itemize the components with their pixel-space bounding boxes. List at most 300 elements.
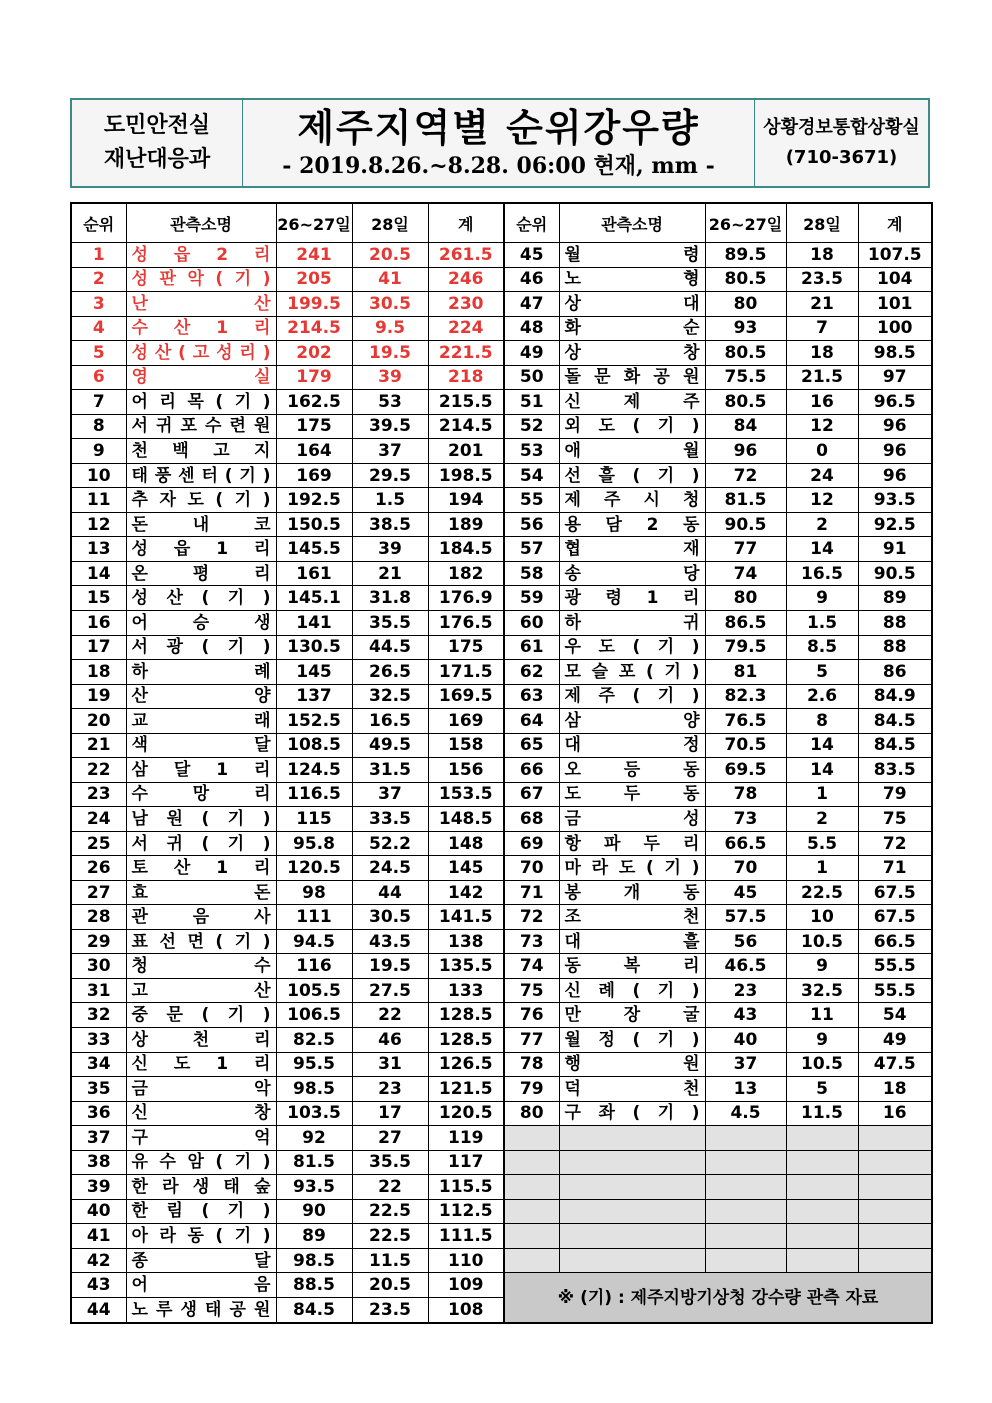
empty-cell (858, 1126, 932, 1151)
rain-total-cell: 201 (428, 439, 504, 464)
table-row (71, 684, 932, 709)
rain-day1-cell: 57.5 (705, 905, 786, 930)
report-header (70, 98, 930, 188)
station-name: 효 돈 (131, 882, 271, 903)
table-row (71, 463, 932, 488)
table-row (71, 709, 932, 734)
rain-day2-cell: 49.5 (352, 733, 428, 758)
col-total-header: 계 (428, 203, 504, 243)
rain-day2-cell: 0 (786, 439, 858, 464)
station-name: 태 풍 센 터 ( 기 ) (131, 465, 271, 486)
station-name: 오 등 동 (564, 759, 700, 780)
rain-total-cell: 128.5 (428, 1028, 504, 1053)
station-cell (126, 610, 276, 635)
empty-cell (559, 1126, 705, 1151)
station-cell (126, 439, 276, 464)
station-cell (559, 267, 705, 292)
rain-total-cell: 117 (428, 1150, 504, 1175)
station-name: 외 도 ( 기 ) (564, 416, 700, 437)
rain-day2-cell: 23.5 (786, 267, 858, 292)
rank-cell: 33 (71, 1028, 126, 1053)
table-row (71, 537, 932, 562)
rain-total-cell: 138 (428, 929, 504, 954)
rain-total-cell: 79 (858, 782, 932, 807)
rain-day2-cell: 14 (786, 537, 858, 562)
rank-cell: 31 (71, 978, 126, 1003)
rank-cell: 21 (71, 733, 126, 758)
rain-day2-cell: 30.5 (352, 905, 428, 930)
station-name: 중 문 ( 기 ) (131, 1005, 271, 1026)
rank-cell: 38 (71, 1150, 126, 1175)
station-name: 우 도 ( 기 ) (564, 637, 700, 658)
rain-total-cell: 88 (858, 610, 932, 635)
rank-cell: 58 (504, 561, 559, 586)
rain-day1-cell: 81.5 (705, 488, 786, 513)
station-name: 구 억 (131, 1127, 271, 1148)
table-row (71, 1101, 932, 1126)
rank-cell: 6 (71, 365, 126, 390)
rain-total-cell: 133 (428, 978, 504, 1003)
rain-day1-cell: 169 (276, 463, 352, 488)
station-cell (559, 807, 705, 832)
station-name: 선 흘 ( 기 ) (564, 465, 700, 486)
rank-cell: 63 (504, 684, 559, 709)
rain-total-cell: 83.5 (858, 758, 932, 783)
station-name: 영 실 (131, 367, 271, 388)
rain-day2-cell: 22 (352, 1175, 428, 1200)
station-name: 만 장 굴 (564, 1005, 700, 1026)
station-cell (559, 978, 705, 1003)
rain-total-cell: 47.5 (858, 1052, 932, 1077)
header-row (71, 203, 932, 243)
station-name: 성 판 악 ( 기 ) (131, 269, 271, 290)
rain-day1-cell: 23 (705, 978, 786, 1003)
rank-cell: 43 (71, 1273, 126, 1298)
rank-cell: 14 (71, 561, 126, 586)
station-cell (126, 880, 276, 905)
rain-total-cell: 84.5 (858, 733, 932, 758)
rain-day2-cell: 12 (786, 414, 858, 439)
rain-day2-cell: 1.5 (786, 610, 858, 635)
rain-total-cell: 101 (858, 292, 932, 317)
rank-cell: 35 (71, 1077, 126, 1102)
rain-total-cell: 176.5 (428, 610, 504, 635)
rain-total-cell: 84.5 (858, 709, 932, 734)
station-name: 수 산 1 리 (131, 318, 271, 339)
station-cell (126, 1224, 276, 1249)
rain-day1-cell: 82.5 (276, 1028, 352, 1053)
station-cell (559, 561, 705, 586)
rain-day1-cell: 150.5 (276, 512, 352, 537)
rain-day2-cell: 19.5 (352, 341, 428, 366)
rain-day1-cell: 80.5 (705, 390, 786, 415)
rain-day2-cell: 9.5 (352, 316, 428, 341)
rain-day1-cell: 70.5 (705, 733, 786, 758)
rain-day2-cell: 24.5 (352, 856, 428, 881)
rain-day2-cell: 39 (352, 365, 428, 390)
rain-total-cell: 218 (428, 365, 504, 390)
station-name: 조 천 (564, 907, 700, 928)
rain-day2-cell: 18 (786, 341, 858, 366)
rank-cell: 44 (71, 1297, 126, 1323)
rain-total-cell: 67.5 (858, 880, 932, 905)
empty-cell (858, 1224, 932, 1249)
rain-day2-cell: 5.5 (786, 831, 858, 856)
station-cell (126, 243, 276, 268)
rain-day1-cell: 89 (276, 1224, 352, 1249)
empty-cell (786, 1175, 858, 1200)
station-name: 노 형 (564, 269, 700, 290)
rank-cell: 15 (71, 586, 126, 611)
rain-day1-cell: 95.5 (276, 1052, 352, 1077)
table-row (71, 635, 932, 660)
empty-cell (705, 1126, 786, 1151)
table-row (71, 414, 932, 439)
station-name: 행 원 (564, 1054, 700, 1075)
table-row (71, 758, 932, 783)
station-name: 수 망 리 (131, 784, 271, 805)
table-row (71, 733, 932, 758)
station-cell (559, 782, 705, 807)
rain-day1-cell: 84.5 (276, 1297, 352, 1323)
station-cell (559, 905, 705, 930)
empty-cell (858, 1175, 932, 1200)
col-day2-header: 28일 (352, 203, 428, 243)
rank-cell: 11 (71, 488, 126, 513)
rain-day2-cell: 17 (352, 1101, 428, 1126)
rain-day1-cell: 89.5 (705, 243, 786, 268)
rain-day2-cell: 26.5 (352, 660, 428, 685)
rank-cell: 37 (71, 1126, 126, 1151)
station-name: 토 산 1 리 (131, 858, 271, 879)
rain-day1-cell: 241 (276, 243, 352, 268)
table-row (71, 390, 932, 415)
col-rank-header: 순위 (71, 203, 126, 243)
station-cell (126, 1150, 276, 1175)
rank-cell: 29 (71, 929, 126, 954)
rain-day2-cell: 39.5 (352, 414, 428, 439)
rain-day2-cell: 20.5 (352, 243, 428, 268)
rank-cell: 42 (71, 1248, 126, 1273)
rain-day2-cell: 22.5 (352, 1199, 428, 1224)
station-cell (559, 537, 705, 562)
rain-total-cell: 246 (428, 267, 504, 292)
empty-cell (504, 1224, 559, 1249)
station-cell (126, 733, 276, 758)
rain-day2-cell: 21 (786, 292, 858, 317)
station-cell (126, 390, 276, 415)
empty-cell (504, 1199, 559, 1224)
rain-day1-cell: 86.5 (705, 610, 786, 635)
station-cell (559, 390, 705, 415)
table-row (71, 243, 932, 268)
rain-day1-cell: 13 (705, 1077, 786, 1102)
station-cell (126, 807, 276, 832)
station-cell (559, 243, 705, 268)
empty-cell (786, 1199, 858, 1224)
rain-total-cell: 100 (858, 316, 932, 341)
empty-cell (786, 1126, 858, 1151)
station-cell (559, 439, 705, 464)
station-name: 남 원 ( 기 ) (131, 808, 271, 829)
rain-day2-cell: 46 (352, 1028, 428, 1053)
rain-day1-cell: 82.3 (705, 684, 786, 709)
rain-total-cell: 141.5 (428, 905, 504, 930)
rain-day1-cell: 80 (705, 586, 786, 611)
table-row (71, 1126, 932, 1151)
rain-total-cell: 135.5 (428, 954, 504, 979)
station-name: 유 수 암 ( 기 ) (131, 1152, 271, 1173)
station-name: 아 라 동 ( 기 ) (131, 1226, 271, 1247)
station-cell (559, 341, 705, 366)
rank-cell: 12 (71, 512, 126, 537)
rank-cell: 60 (504, 610, 559, 635)
rain-day1-cell: 43 (705, 1003, 786, 1028)
rain-day1-cell: 161 (276, 561, 352, 586)
table-row (71, 316, 932, 341)
rain-total-cell: 97 (858, 365, 932, 390)
station-name: 하 귀 (564, 612, 700, 633)
station-cell (126, 758, 276, 783)
station-cell (126, 316, 276, 341)
rain-day2-cell: 22.5 (786, 880, 858, 905)
table-row (71, 561, 932, 586)
rain-day2-cell: 2 (786, 512, 858, 537)
rank-cell: 41 (71, 1224, 126, 1249)
station-name: 성 읍 1 리 (131, 539, 271, 560)
station-cell (559, 733, 705, 758)
station-cell (126, 954, 276, 979)
station-name: 구 좌 ( 기 ) (564, 1103, 700, 1124)
office-phone: (710-3671) (785, 147, 898, 168)
rain-day2-cell: 27 (352, 1126, 428, 1151)
station-name: 어 승 생 (131, 612, 271, 633)
rank-cell: 75 (504, 978, 559, 1003)
rain-day2-cell: 10.5 (786, 1052, 858, 1077)
rank-cell: 52 (504, 414, 559, 439)
rain-total-cell: 98.5 (858, 341, 932, 366)
rain-day1-cell: 66.5 (705, 831, 786, 856)
station-name: 천 백 고 지 (131, 441, 271, 462)
station-cell (126, 978, 276, 1003)
col-day1-header: 26~27일 (705, 203, 786, 243)
rank-cell: 30 (71, 954, 126, 979)
rain-day2-cell: 52.2 (352, 831, 428, 856)
table-row (71, 1273, 932, 1298)
empty-cell (504, 1150, 559, 1175)
rain-day2-cell: 1 (786, 782, 858, 807)
table-row (71, 439, 932, 464)
rain-total-cell: 148 (428, 831, 504, 856)
rank-cell: 76 (504, 1003, 559, 1028)
rain-day1-cell: 106.5 (276, 1003, 352, 1028)
rank-cell: 25 (71, 831, 126, 856)
rain-day2-cell: 5 (786, 1077, 858, 1102)
rain-day1-cell: 90 (276, 1199, 352, 1224)
rank-cell: 71 (504, 880, 559, 905)
station-name: 신 창 (131, 1103, 271, 1124)
rain-total-cell: 221.5 (428, 341, 504, 366)
rain-total-cell: 176.9 (428, 586, 504, 611)
station-name: 대 흘 (564, 931, 700, 952)
rain-total-cell: 16 (858, 1101, 932, 1126)
col-station-header: 관측소명 (559, 203, 705, 243)
station-name: 금 악 (131, 1078, 271, 1099)
rain-total-cell: 92.5 (858, 512, 932, 537)
table-row (71, 1175, 932, 1200)
rain-total-cell: 72 (858, 831, 932, 856)
rain-day2-cell: 53 (352, 390, 428, 415)
rank-cell: 16 (71, 610, 126, 635)
rain-day2-cell: 9 (786, 1028, 858, 1053)
rain-day1-cell: 199.5 (276, 292, 352, 317)
station-name: 성 읍 2 리 (131, 244, 271, 265)
rain-total-cell: 91 (858, 537, 932, 562)
station-cell (559, 488, 705, 513)
col-day2-header: 28일 (786, 203, 858, 243)
rain-total-cell: 104 (858, 267, 932, 292)
station-cell (559, 586, 705, 611)
station-cell (126, 929, 276, 954)
station-cell (126, 709, 276, 734)
rank-cell: 77 (504, 1028, 559, 1053)
station-name: 광 령 1 리 (564, 588, 700, 609)
station-cell (126, 1101, 276, 1126)
rain-day2-cell: 22.5 (352, 1224, 428, 1249)
rain-day1-cell: 111 (276, 905, 352, 930)
station-cell (559, 831, 705, 856)
rank-cell: 2 (71, 267, 126, 292)
rank-cell: 68 (504, 807, 559, 832)
rain-day1-cell: 192.5 (276, 488, 352, 513)
rain-total-cell: 110 (428, 1248, 504, 1273)
empty-cell (559, 1175, 705, 1200)
rain-total-cell: 108 (428, 1297, 504, 1323)
station-cell (126, 512, 276, 537)
rain-total-cell: 198.5 (428, 463, 504, 488)
rain-day2-cell: 7 (786, 316, 858, 341)
table-row (71, 610, 932, 635)
station-name: 어 리 목 ( 기 ) (131, 391, 271, 412)
station-cell (126, 684, 276, 709)
rank-cell: 22 (71, 758, 126, 783)
station-cell (559, 365, 705, 390)
station-cell (559, 1028, 705, 1053)
rain-total-cell: 89 (858, 586, 932, 611)
empty-cell (705, 1199, 786, 1224)
rain-day2-cell: 8 (786, 709, 858, 734)
station-cell (559, 856, 705, 881)
station-name: 표 선 면 ( 기 ) (131, 931, 271, 952)
rank-cell: 55 (504, 488, 559, 513)
rain-total-cell: 121.5 (428, 1077, 504, 1102)
empty-cell (504, 1248, 559, 1273)
rank-cell: 59 (504, 586, 559, 611)
rain-total-cell: 189 (428, 512, 504, 537)
rain-day1-cell: 124.5 (276, 758, 352, 783)
rain-total-cell: 112.5 (428, 1199, 504, 1224)
rank-cell: 79 (504, 1077, 559, 1102)
rain-day2-cell: 32.5 (352, 684, 428, 709)
empty-cell (559, 1150, 705, 1175)
rank-cell: 28 (71, 905, 126, 930)
rain-day1-cell: 77 (705, 537, 786, 562)
station-cell (559, 414, 705, 439)
table-row (71, 856, 932, 881)
rank-cell: 23 (71, 782, 126, 807)
table-row (71, 782, 932, 807)
station-name: 청 수 (131, 956, 271, 977)
rain-day1-cell: 56 (705, 929, 786, 954)
rain-day1-cell: 72 (705, 463, 786, 488)
rain-day2-cell: 11.5 (352, 1248, 428, 1273)
empty-cell (786, 1150, 858, 1175)
rain-total-cell: 169.5 (428, 684, 504, 709)
station-cell (126, 1126, 276, 1151)
rain-total-cell: 55.5 (858, 954, 932, 979)
rain-total-cell: 175 (428, 635, 504, 660)
rain-day1-cell: 37 (705, 1052, 786, 1077)
station-name: 용 담 2 동 (564, 514, 700, 535)
rank-cell: 24 (71, 807, 126, 832)
rain-day1-cell: 76.5 (705, 709, 786, 734)
rank-cell: 5 (71, 341, 126, 366)
station-name: 송 당 (564, 563, 700, 584)
rain-total-cell: 145 (428, 856, 504, 881)
empty-cell (559, 1224, 705, 1249)
rain-total-cell: 230 (428, 292, 504, 317)
empty-cell (858, 1199, 932, 1224)
rain-day2-cell: 31.5 (352, 758, 428, 783)
station-name: 난 산 (131, 293, 271, 314)
rank-cell: 73 (504, 929, 559, 954)
rank-cell: 4 (71, 316, 126, 341)
table-row (71, 807, 932, 832)
station-cell (126, 365, 276, 390)
rain-total-cell: 120.5 (428, 1101, 504, 1126)
rain-day2-cell: 39 (352, 537, 428, 562)
rain-total-cell: 261.5 (428, 243, 504, 268)
col-rank-header: 순위 (504, 203, 559, 243)
rain-total-cell: 96.5 (858, 390, 932, 415)
rain-day2-cell: 11 (786, 1003, 858, 1028)
rain-day1-cell: 96 (705, 439, 786, 464)
station-cell (126, 782, 276, 807)
rank-cell: 27 (71, 880, 126, 905)
rain-total-cell: 49 (858, 1028, 932, 1053)
station-cell (559, 880, 705, 905)
rain-day1-cell: 73 (705, 807, 786, 832)
station-name: 삼 달 1 리 (131, 759, 271, 780)
rain-day2-cell: 21.5 (786, 365, 858, 390)
rain-day1-cell: 98 (276, 880, 352, 905)
station-cell (559, 684, 705, 709)
rain-day2-cell: 35.5 (352, 610, 428, 635)
rain-total-cell: 71 (858, 856, 932, 881)
rain-day1-cell: 145.1 (276, 586, 352, 611)
rank-cell: 65 (504, 733, 559, 758)
rank-cell: 13 (71, 537, 126, 562)
rain-day1-cell: 70 (705, 856, 786, 881)
rain-total-cell: 194 (428, 488, 504, 513)
rain-day2-cell: 23.5 (352, 1297, 428, 1323)
table-row (71, 1077, 932, 1102)
empty-cell (786, 1224, 858, 1249)
rank-cell: 47 (504, 292, 559, 317)
rain-day1-cell: 95.8 (276, 831, 352, 856)
station-name: 모 슬 포 ( 기 ) (564, 661, 700, 682)
station-cell (559, 292, 705, 317)
